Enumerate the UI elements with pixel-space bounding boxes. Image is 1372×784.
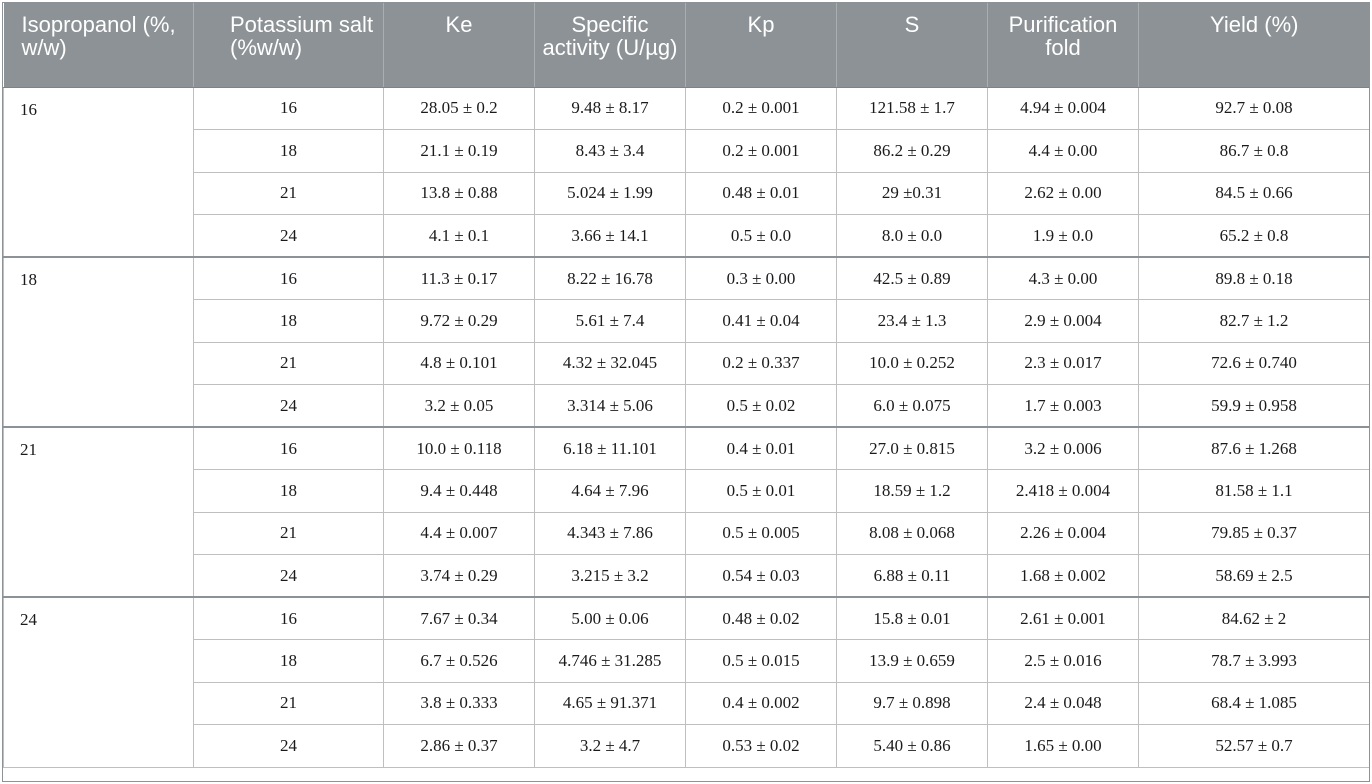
- cell-ke: 4.4 ± 0.007: [384, 512, 535, 555]
- cell-yield: 87.6 ± 1.268: [1139, 427, 1370, 470]
- cell-purification-fold: 4.4 ± 0.00: [988, 130, 1139, 173]
- header-specific-activity: Specific activity (U/µg): [535, 3, 686, 87]
- cell-potassium-salt: 16: [194, 427, 384, 470]
- cell-yield: 68.4 ± 1.085: [1139, 682, 1370, 725]
- cell-purification-fold: 2.5 ± 0.016: [988, 640, 1139, 683]
- cell-kp: 0.2 ± 0.001: [686, 130, 837, 173]
- cell-purification-fold: 2.9 ± 0.004: [988, 300, 1139, 343]
- header-kp: Kp: [686, 3, 837, 87]
- cell-s: 27.0 ± 0.815: [837, 427, 988, 470]
- cell-s: 29 ±0.31: [837, 172, 988, 215]
- cell-potassium-salt: 21: [194, 682, 384, 725]
- cell-potassium-salt: 18: [194, 300, 384, 343]
- cell-purification-fold: 2.26 ± 0.004: [988, 512, 1139, 555]
- cell-potassium-salt: 16: [194, 257, 384, 300]
- table-row: [4, 385, 1370, 428]
- cell-ke: 4.8 ± 0.101: [384, 342, 535, 385]
- cell-specific-activity: 6.18 ± 11.101: [535, 427, 686, 470]
- cell-yield: 65.2 ± 0.8: [1139, 215, 1370, 258]
- table-row: [4, 427, 1370, 470]
- cell-kp: 0.5 ± 0.0: [686, 215, 837, 258]
- table-row: [4, 87, 1370, 130]
- cell-kp: 0.2 ± 0.001: [686, 87, 837, 130]
- cell-potassium-salt: 24: [194, 725, 384, 768]
- cell-s: 13.9 ± 0.659: [837, 640, 988, 683]
- cell-potassium-salt: 21: [194, 512, 384, 555]
- cell-yield: 89.8 ± 0.18: [1139, 257, 1370, 300]
- cell-purification-fold: 2.4 ± 0.048: [988, 682, 1139, 725]
- cell-purification-fold: 2.3 ± 0.017: [988, 342, 1139, 385]
- cell-purification-fold: 4.94 ± 0.004: [988, 87, 1139, 130]
- cell-s: 121.58 ± 1.7: [837, 87, 988, 130]
- table-body: [4, 87, 1370, 767]
- cell-purification-fold: 1.68 ± 0.002: [988, 555, 1139, 598]
- cell-specific-activity: 4.32 ± 32.045: [535, 342, 686, 385]
- cell-ke: 10.0 ± 0.118: [384, 427, 535, 470]
- cell-yield: 58.69 ± 2.5: [1139, 555, 1370, 598]
- cell-purification-fold: 2.418 ± 0.004: [988, 470, 1139, 513]
- cell-ke: 13.8 ± 0.88: [384, 172, 535, 215]
- cell-kp: 0.48 ± 0.01: [686, 172, 837, 215]
- cell-potassium-salt: 18: [194, 470, 384, 513]
- cell-ke: 11.3 ± 0.17: [384, 257, 535, 300]
- cell-yield: 78.7 ± 3.993: [1139, 640, 1370, 683]
- table-row: [4, 257, 1370, 300]
- cell-yield: 84.62 ± 2: [1139, 597, 1370, 640]
- cell-potassium-salt: 16: [194, 87, 384, 130]
- cell-yield: 59.9 ± 0.958: [1139, 385, 1370, 428]
- data-table: [3, 3, 1370, 768]
- cell-potassium-salt: 18: [194, 640, 384, 683]
- cell-kp: 0.4 ± 0.002: [686, 682, 837, 725]
- cell-s: 8.08 ± 0.068: [837, 512, 988, 555]
- cell-ke: 21.1 ± 0.19: [384, 130, 535, 173]
- cell-ke: 28.05 ± 0.2: [384, 87, 535, 130]
- cell-isopropanol: 16: [4, 87, 194, 257]
- table-row: [4, 512, 1370, 555]
- cell-s: 10.0 ± 0.252: [837, 342, 988, 385]
- cell-s: 6.88 ± 0.11: [837, 555, 988, 598]
- cell-kp: 0.4 ± 0.01: [686, 427, 837, 470]
- cell-kp: 0.48 ± 0.02: [686, 597, 837, 640]
- cell-ke: 3.74 ± 0.29: [384, 555, 535, 598]
- cell-kp: 0.5 ± 0.02: [686, 385, 837, 428]
- cell-s: 23.4 ± 1.3: [837, 300, 988, 343]
- header-isopropanol: Isopropanol (%, w/w): [4, 3, 194, 87]
- cell-purification-fold: 2.62 ± 0.00: [988, 172, 1139, 215]
- cell-potassium-salt: 24: [194, 555, 384, 598]
- table-row: [4, 342, 1370, 385]
- cell-yield: 82.7 ± 1.2: [1139, 300, 1370, 343]
- cell-isopropanol: 21: [4, 427, 194, 597]
- cell-specific-activity: 5.024 ± 1.99: [535, 172, 686, 215]
- table-row: [4, 300, 1370, 343]
- cell-s: 42.5 ± 0.89: [837, 257, 988, 300]
- cell-specific-activity: 3.215 ± 3.2: [535, 555, 686, 598]
- cell-potassium-salt: 16: [194, 597, 384, 640]
- cell-kp: 0.5 ± 0.01: [686, 470, 837, 513]
- table-row: [4, 172, 1370, 215]
- cell-ke: 2.86 ± 0.37: [384, 725, 535, 768]
- cell-specific-activity: 8.22 ± 16.78: [535, 257, 686, 300]
- cell-purification-fold: 3.2 ± 0.006: [988, 427, 1139, 470]
- cell-potassium-salt: 24: [194, 215, 384, 258]
- header-row: [4, 3, 1370, 87]
- cell-specific-activity: 4.64 ± 7.96: [535, 470, 686, 513]
- cell-specific-activity: 3.66 ± 14.1: [535, 215, 686, 258]
- cell-potassium-salt: 21: [194, 172, 384, 215]
- cell-ke: 3.8 ± 0.333: [384, 682, 535, 725]
- cell-purification-fold: 1.9 ± 0.0: [988, 215, 1139, 258]
- cell-ke: 7.67 ± 0.34: [384, 597, 535, 640]
- table-row: [4, 130, 1370, 173]
- cell-specific-activity: 9.48 ± 8.17: [535, 87, 686, 130]
- cell-ke: 4.1 ± 0.1: [384, 215, 535, 258]
- table-row: [4, 640, 1370, 683]
- cell-ke: 9.72 ± 0.29: [384, 300, 535, 343]
- cell-specific-activity: 3.314 ± 5.06: [535, 385, 686, 428]
- cell-s: 8.0 ± 0.0: [837, 215, 988, 258]
- table-header: [4, 3, 1370, 87]
- header-purification-fold: Purification fold: [988, 3, 1139, 87]
- cell-ke: 6.7 ± 0.526: [384, 640, 535, 683]
- cell-ke: 9.4 ± 0.448: [384, 470, 535, 513]
- table-row: [4, 682, 1370, 725]
- cell-potassium-salt: 18: [194, 130, 384, 173]
- header-potassium-salt: Potassium salt (%w/w): [194, 3, 384, 87]
- header-s: S: [837, 3, 988, 87]
- cell-purification-fold: 4.3 ± 0.00: [988, 257, 1139, 300]
- table-row: [4, 555, 1370, 598]
- cell-s: 86.2 ± 0.29: [837, 130, 988, 173]
- cell-isopropanol: 24: [4, 597, 194, 767]
- cell-potassium-salt: 24: [194, 385, 384, 428]
- cell-yield: 81.58 ± 1.1: [1139, 470, 1370, 513]
- header-ke: Ke: [384, 3, 535, 87]
- cell-kp: 0.54 ± 0.03: [686, 555, 837, 598]
- cell-s: 18.59 ± 1.2: [837, 470, 988, 513]
- cell-specific-activity: 8.43 ± 3.4: [535, 130, 686, 173]
- cell-purification-fold: 1.65 ± 0.00: [988, 725, 1139, 768]
- cell-yield: 72.6 ± 0.740: [1139, 342, 1370, 385]
- cell-specific-activity: 4.343 ± 7.86: [535, 512, 686, 555]
- cell-potassium-salt: 21: [194, 342, 384, 385]
- cell-purification-fold: 1.7 ± 0.003: [988, 385, 1139, 428]
- cell-purification-fold: 2.61 ± 0.001: [988, 597, 1139, 640]
- cell-yield: 79.85 ± 0.37: [1139, 512, 1370, 555]
- cell-kp: 0.41 ± 0.04: [686, 300, 837, 343]
- cell-yield: 84.5 ± 0.66: [1139, 172, 1370, 215]
- cell-kp: 0.5 ± 0.005: [686, 512, 837, 555]
- cell-yield: 52.57 ± 0.7: [1139, 725, 1370, 768]
- table-row: [4, 215, 1370, 258]
- cell-kp: 0.2 ± 0.337: [686, 342, 837, 385]
- cell-s: 9.7 ± 0.898: [837, 682, 988, 725]
- cell-kp: 0.53 ± 0.02: [686, 725, 837, 768]
- table-row: [4, 725, 1370, 768]
- cell-specific-activity: 5.00 ± 0.06: [535, 597, 686, 640]
- cell-s: 6.0 ± 0.075: [837, 385, 988, 428]
- cell-kp: 0.3 ± 0.00: [686, 257, 837, 300]
- cell-s: 15.8 ± 0.01: [837, 597, 988, 640]
- cell-ke: 3.2 ± 0.05: [384, 385, 535, 428]
- table-row: [4, 597, 1370, 640]
- cell-yield: 92.7 ± 0.08: [1139, 87, 1370, 130]
- header-yield: Yield (%): [1139, 3, 1370, 87]
- cell-specific-activity: 4.746 ± 31.285: [535, 640, 686, 683]
- cell-specific-activity: 3.2 ± 4.7: [535, 725, 686, 768]
- cell-specific-activity: 5.61 ± 7.4: [535, 300, 686, 343]
- cell-specific-activity: 4.65 ± 91.371: [535, 682, 686, 725]
- cell-kp: 0.5 ± 0.015: [686, 640, 837, 683]
- cell-s: 5.40 ± 0.86: [837, 725, 988, 768]
- cell-isopropanol: 18: [4, 257, 194, 427]
- cell-yield: 86.7 ± 0.8: [1139, 130, 1370, 173]
- table-row: [4, 470, 1370, 513]
